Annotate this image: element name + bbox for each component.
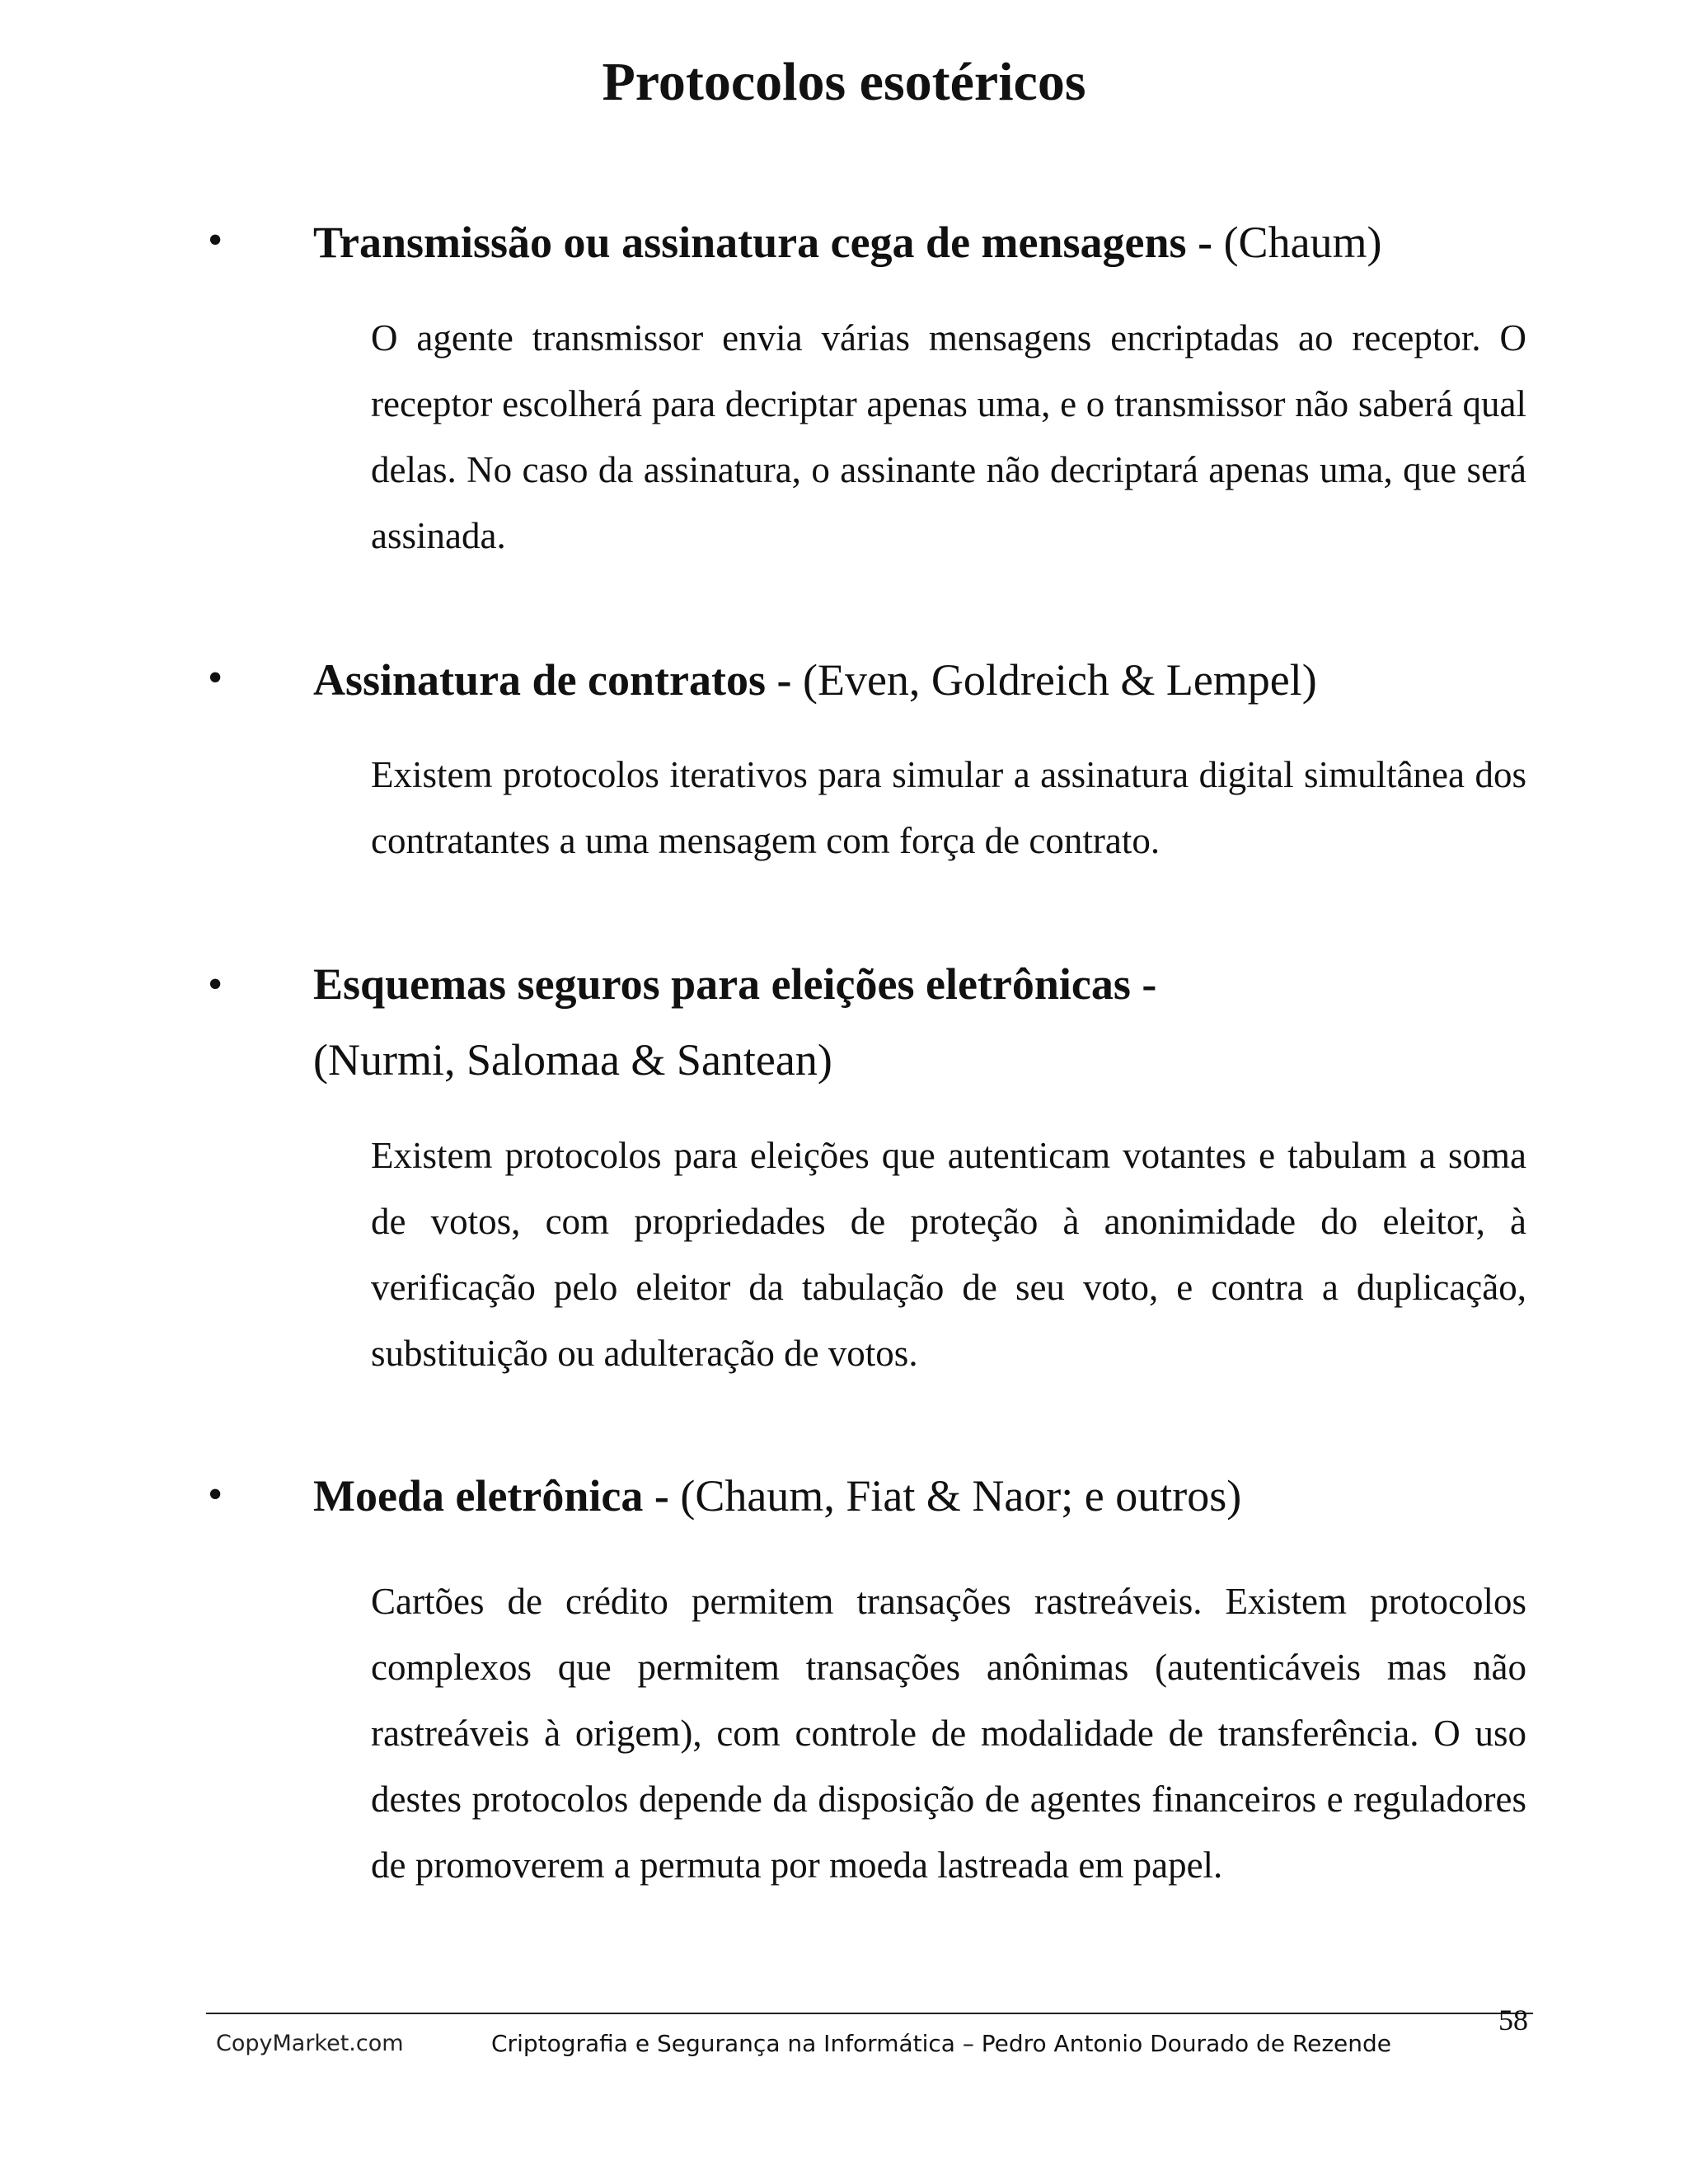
- page-title: Protocolos esotéricos: [602, 52, 1086, 112]
- heading-authors: (Even, Goldreich & Lempel): [802, 655, 1317, 705]
- section-heading: [313, 946, 1550, 1098]
- footer-divider: [206, 2013, 1533, 2014]
- heading-authors: (Chaum, Fiat & Naor; e outros): [680, 1471, 1242, 1521]
- section-body: O agente transmissor envia várias mensagens encriptadas ao receptor. O receptor escolherá para decriptar apenas uma, e o transmissor não saberá qual delas. No caso da assinatura, o assinante não decriptará apenas uma, que será assinada.: [371, 317, 1526, 556]
- section-body: Cartões de crédito permitem transações rastreáveis. Existem protocolos complexos que permitem transações anônimas (autenticáveis mas não rastreáveis à origem), com controle de modalidade de transferência. O uso destes protocolos depende da disposição de agentes financeiros e reguladores de promoverem a permuta por moeda lastreada em papel.: [371, 1581, 1526, 1886]
- section-body: Existem protocolos para eleições que autenticam votantes e tabulam a soma de votos, com propriedades de proteção à anonimidade do eleitor, à verificação pelo eleitor da tabulação de seu voto, e contra a duplicação, substituição ou adulteração de votos.: [371, 1135, 1526, 1374]
- footer-site: CopyMarket.com: [216, 2031, 404, 2056]
- heading-authors: (Nurmi, Salomaa & Santean): [313, 1035, 832, 1085]
- section-heading: [313, 204, 1550, 280]
- bullet-icon: •: [208, 217, 223, 264]
- page-number: 58: [1498, 2004, 1528, 2036]
- section-body: Existem protocolos iterativos para simular a assinatura digital simultânea dos contratantes a uma mensagem com força de contrato.: [371, 754, 1526, 861]
- bullet-icon: •: [208, 1471, 223, 1518]
- bullet-icon: •: [208, 961, 223, 1008]
- section-heading: [313, 1458, 1550, 1534]
- footer-book-title: Criptografia e Segurança na Informática – Pedro Antonio Dourado de Rezende: [491, 2030, 1392, 2057]
- heading-title: Assinatura de contratos -: [313, 655, 792, 705]
- heading-title: Esquemas seguros para eleições eletrônicas -: [313, 959, 1157, 1009]
- heading-title: Transmissão ou assinatura cega de mensagens -: [313, 218, 1213, 267]
- section-heading: [313, 642, 1550, 718]
- heading-authors: (Chaum): [1223, 218, 1382, 267]
- heading-title: Moeda eletrônica -: [313, 1471, 669, 1521]
- bullet-icon: •: [208, 654, 223, 701]
